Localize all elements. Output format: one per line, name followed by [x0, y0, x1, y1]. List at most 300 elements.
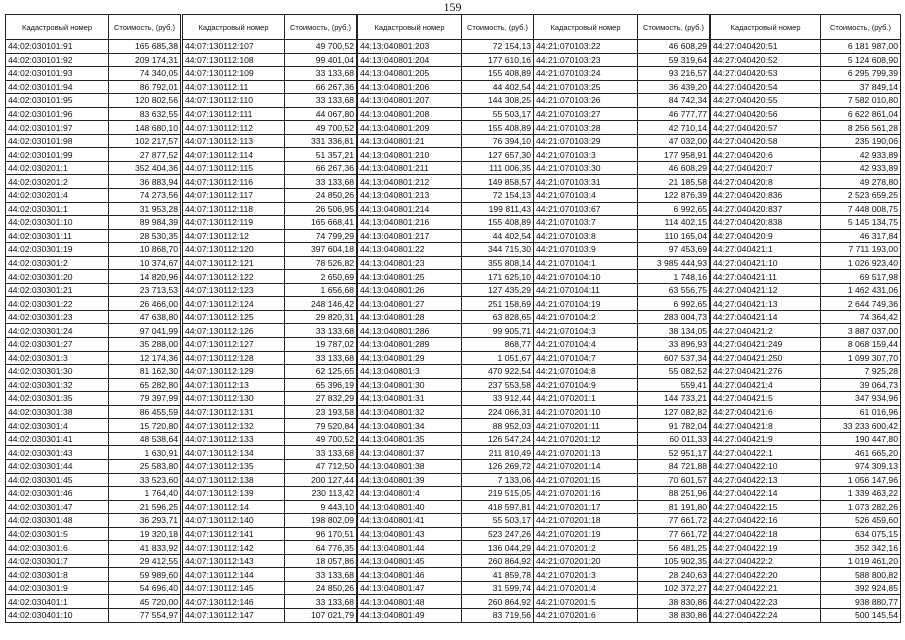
table-row	[534, 256, 710, 270]
cadastral-number-cell: 44:13:040801:30	[358, 378, 462, 392]
table-row	[534, 473, 710, 487]
cost-cell: 31 599,74	[462, 581, 534, 595]
table-row	[358, 487, 534, 501]
cadastral-number-cell: 44:21:070201:3	[534, 568, 638, 582]
cadastral-number-cell: 44:02:030301:35	[6, 392, 109, 406]
cadastral-number-cell: 44:13:040801:37	[358, 446, 462, 460]
cadastral-number-cell: 44:13:040801:3	[358, 365, 462, 379]
cost-cell: 54 696,40	[109, 581, 181, 595]
cost-cell: 6 295 799,39	[821, 67, 901, 81]
cadastral-number-cell: 44:07:130112:115	[183, 161, 285, 175]
cost-cell: 155 408,89	[462, 216, 534, 230]
cost-cell: 64 776,35	[285, 541, 357, 555]
cost-cell: 1 099 307,70	[821, 351, 901, 365]
cost-cell: 938 880,77	[821, 595, 901, 609]
table-row	[6, 595, 181, 609]
table-row	[534, 216, 710, 230]
cadastral-number-cell: 44:27:040421:4	[711, 378, 821, 392]
table-row	[358, 527, 534, 541]
table-row	[711, 541, 901, 555]
cadastral-number-cell: 44:02:030301:27	[6, 338, 109, 352]
cost-cell: 55 082,52	[638, 365, 710, 379]
cadastral-number-cell: 44:07:130112:142	[183, 541, 285, 555]
table-row	[534, 121, 710, 135]
cost-cell: 6 992,65	[638, 297, 710, 311]
cost-cell: 470 922,54	[462, 365, 534, 379]
cost-cell: 634 075,15	[821, 527, 901, 541]
cadastral-number-cell: 44:13:040801:41	[358, 514, 462, 528]
cadastral-number-cell: 44:27:040422:1	[711, 446, 821, 460]
cadastral-number-cell: 44:13:040801:203	[358, 40, 462, 54]
cost-cell: 1 339 463,22	[821, 487, 901, 501]
cadastral-number-cell: 44:21:070201:13	[534, 446, 638, 460]
cost-cell: 46 317,84	[821, 229, 901, 243]
table-row	[6, 175, 181, 189]
cadastral-number-cell: 44:07:130112:119	[183, 216, 285, 230]
cost-cell: 24 850,26	[285, 189, 357, 203]
cadastral-number-cell: 44:02:030301:8	[6, 568, 109, 582]
table-row	[183, 581, 357, 595]
table-row	[183, 40, 357, 54]
cost-cell: 7 582 010,80	[821, 94, 901, 108]
table-row	[711, 365, 901, 379]
header-cadastral-number: Кадастровый номер	[358, 15, 462, 40]
cadastral-number-cell: 44:02:030301:43	[6, 446, 109, 460]
table-row	[358, 595, 534, 609]
cadastral-number-cell: 44:13:040801:210	[358, 148, 462, 162]
cadastral-number-cell: 44:07:130112:129	[183, 365, 285, 379]
cost-cell: 1 656,68	[285, 283, 357, 297]
table-row	[711, 527, 901, 541]
cost-cell: 6 992,65	[638, 202, 710, 216]
cadastral-number-cell: 44:21:070103:27	[534, 107, 638, 121]
cost-cell: 1 056 147,96	[821, 473, 901, 487]
cadastral-number-cell: 44:02:030301:1	[6, 202, 109, 216]
table-row	[358, 283, 534, 297]
cost-cell: 12 174,36	[109, 351, 181, 365]
cost-cell: 149 858,57	[462, 175, 534, 189]
cost-cell: 2 650,69	[285, 270, 357, 284]
cadastral-number-cell: 44:13:040801:206	[358, 80, 462, 94]
cadastral-number-cell: 44:02:030101:96	[6, 107, 109, 121]
cadastral-number-cell: 44:27:040421:2	[711, 324, 821, 338]
cadastral-number-cell: 44:13:040801:207	[358, 94, 462, 108]
cost-cell: 126 547,24	[462, 432, 534, 446]
cadastral-number-cell: 44:02:030301:5	[6, 527, 109, 541]
cadastral-table-5	[710, 14, 901, 623]
table-row	[358, 338, 534, 352]
table-row	[6, 405, 181, 419]
table-row	[358, 581, 534, 595]
cost-cell: 38 134,05	[638, 324, 710, 338]
table-row	[534, 310, 710, 324]
cost-cell: 72 154,13	[462, 189, 534, 203]
table-row	[711, 554, 901, 568]
cadastral-number-cell: 44:07:130112:145	[183, 581, 285, 595]
cadastral-number-cell: 44:21:070104:11	[534, 283, 638, 297]
cost-cell: 36 293,71	[109, 514, 181, 528]
cost-cell: 283 004,73	[638, 310, 710, 324]
cadastral-number-cell: 44:07:130112:139	[183, 487, 285, 501]
cadastral-number-cell: 44:02:030301:2	[6, 256, 109, 270]
cadastral-number-cell: 44:02:030101:91	[6, 40, 109, 54]
table-row	[358, 243, 534, 257]
cost-cell: 81 162,30	[109, 365, 181, 379]
cadastral-number-cell: 44:02:030301:4	[6, 419, 109, 433]
table-row	[534, 324, 710, 338]
cadastral-number-cell: 44:27:040421:5	[711, 392, 821, 406]
table-row	[534, 514, 710, 528]
table-row	[183, 270, 357, 284]
cadastral-number-cell: 44:13:040801:28	[358, 310, 462, 324]
table-row	[183, 500, 357, 514]
table-row	[711, 297, 901, 311]
cadastral-number-cell: 44:02:030301:45	[6, 473, 109, 487]
cost-cell: 1 019 461,20	[821, 554, 901, 568]
cost-cell: 52 951,17	[638, 446, 710, 460]
cost-cell: 219 515,05	[462, 487, 534, 501]
cost-cell: 10 374,67	[109, 256, 181, 270]
table-row	[358, 107, 534, 121]
table-row	[711, 392, 901, 406]
table-row	[358, 514, 534, 528]
cadastral-number-cell: 44:21:070201:12	[534, 432, 638, 446]
table-row	[183, 134, 357, 148]
cadastral-number-cell: 44:27:040420:837	[711, 202, 821, 216]
table-row	[358, 446, 534, 460]
table-row	[534, 40, 710, 54]
cadastral-number-cell: 44:07:130112:109	[183, 67, 285, 81]
cost-cell: 1 073 282,26	[821, 500, 901, 514]
cadastral-number-cell: 44:21:070103:29	[534, 134, 638, 148]
table-row	[358, 229, 534, 243]
cost-cell: 83 719,56	[462, 608, 534, 622]
table-row	[711, 351, 901, 365]
table-row	[6, 527, 181, 541]
cadastral-number-cell: 44:27:040421:12	[711, 283, 821, 297]
cost-cell: 868,77	[462, 338, 534, 352]
cadastral-number-cell: 44:21:070201:18	[534, 514, 638, 528]
cadastral-number-cell: 44:13:040801:35	[358, 432, 462, 446]
cadastral-number-cell: 44:27:040421:276	[711, 365, 821, 379]
cadastral-number-cell: 44:21:070104:19	[534, 297, 638, 311]
table-row	[711, 419, 901, 433]
cost-cell: 1 462 431,06	[821, 283, 901, 297]
table-row	[358, 405, 534, 419]
cadastral-number-cell: 44:07:130112:124	[183, 297, 285, 311]
cadastral-number-cell: 44:13:040801:48	[358, 595, 462, 609]
cadastral-number-cell: 44:27:040422:23	[711, 595, 821, 609]
cadastral-number-cell: 44:02:030101:98	[6, 134, 109, 148]
table-row	[534, 541, 710, 555]
cadastral-number-cell: 44:21:070201:5	[534, 595, 638, 609]
table-row	[358, 94, 534, 108]
cost-cell: 36 883,94	[109, 175, 181, 189]
table-row	[6, 243, 181, 257]
cost-cell: 111 006,35	[462, 161, 534, 175]
cost-cell: 8 068 159,44	[821, 338, 901, 352]
cost-cell: 41 833,92	[109, 541, 181, 555]
cost-cell: 65 396,19	[285, 378, 357, 392]
cost-cell: 27 832,29	[285, 392, 357, 406]
cadastral-table-1	[5, 14, 181, 623]
cadastral-number-cell: 44:07:130112:138	[183, 473, 285, 487]
cadastral-number-cell: 44:07:130112:147	[183, 608, 285, 622]
table-header-row	[6, 15, 181, 40]
table-row	[711, 67, 901, 81]
table-row	[358, 148, 534, 162]
cost-cell: 35 288,00	[109, 338, 181, 352]
table-row	[183, 256, 357, 270]
cadastral-number-cell: 44:27:040420:836	[711, 189, 821, 203]
table-row	[711, 148, 901, 162]
table-row	[534, 527, 710, 541]
cost-cell: 59 319,64	[638, 53, 710, 67]
cost-cell: 33 133,68	[285, 67, 357, 81]
table-row	[711, 40, 901, 54]
table-row	[534, 229, 710, 243]
table-row	[358, 161, 534, 175]
table-row	[6, 608, 181, 622]
cadastral-number-cell: 44:02:030301:3	[6, 351, 109, 365]
cadastral-number-cell: 44:21:070104:8	[534, 365, 638, 379]
table-row	[183, 432, 357, 446]
cost-cell: 19 320,18	[109, 527, 181, 541]
table-row	[711, 405, 901, 419]
cost-cell: 237 553,58	[462, 378, 534, 392]
table-row	[534, 568, 710, 582]
table-row	[183, 527, 357, 541]
cadastral-number-cell: 44:07:130112:112	[183, 121, 285, 135]
cadastral-number-cell: 44:07:130112:132	[183, 419, 285, 433]
table-row	[6, 94, 181, 108]
cost-cell: 6 622 861,04	[821, 107, 901, 121]
cadastral-number-cell: 44:21:070201:4	[534, 581, 638, 595]
cadastral-number-cell: 44:21:070201:10	[534, 405, 638, 419]
table-row	[358, 351, 534, 365]
cost-cell: 190 447,80	[821, 432, 901, 446]
table-row	[358, 121, 534, 135]
cost-cell: 38 830,86	[638, 595, 710, 609]
cost-cell: 29 412,55	[109, 554, 181, 568]
table-row	[183, 202, 357, 216]
cadastral-number-cell: 44:13:040801:286	[358, 324, 462, 338]
table-row	[711, 80, 901, 94]
cost-cell: 33 133,68	[285, 351, 357, 365]
cost-cell: 23 193,58	[285, 405, 357, 419]
cadastral-number-cell: 44:13:040801:44	[358, 541, 462, 555]
cost-cell: 28 530,35	[109, 229, 181, 243]
cadastral-number-cell: 44:07:130112:123	[183, 283, 285, 297]
table-row	[6, 473, 181, 487]
cost-cell: 47 032,00	[638, 134, 710, 148]
header-cost: Стоимость, (руб.)	[109, 15, 181, 40]
table-row	[183, 148, 357, 162]
table-row	[534, 595, 710, 609]
table-row	[358, 189, 534, 203]
cadastral-number-cell: 44:27:040421:10	[711, 256, 821, 270]
table-row	[534, 80, 710, 94]
table-row	[183, 338, 357, 352]
cadastral-number-cell: 44:13:040801:49	[358, 608, 462, 622]
cadastral-number-cell: 44:27:040422:19	[711, 541, 821, 555]
cadastral-number-cell: 44:13:040801:217	[358, 229, 462, 243]
cadastral-number-cell: 44:21:070103:28	[534, 121, 638, 135]
cadastral-number-cell: 44:27:040422:2	[711, 554, 821, 568]
cost-cell: 526 459,60	[821, 514, 901, 528]
table-row	[711, 134, 901, 148]
table-row	[534, 581, 710, 595]
cadastral-number-cell: 44:27:040420:55	[711, 94, 821, 108]
table-row	[534, 419, 710, 433]
cadastral-number-cell: 44:07:130112:122	[183, 270, 285, 284]
cost-cell: 155 408,89	[462, 67, 534, 81]
cost-cell: 46 777,77	[638, 107, 710, 121]
cost-cell: 7 711 193,00	[821, 243, 901, 257]
table-row	[711, 500, 901, 514]
cadastral-number-cell: 44:21:070104:10	[534, 270, 638, 284]
cost-cell: 1 748,16	[638, 270, 710, 284]
table-row	[534, 67, 710, 81]
cost-cell: 33 523,60	[109, 473, 181, 487]
cost-cell: 352 342,16	[821, 541, 901, 555]
cadastral-number-cell: 44:27:040421:6	[711, 405, 821, 419]
cost-cell: 84 742,34	[638, 94, 710, 108]
table-row	[358, 310, 534, 324]
cost-cell: 200 127,44	[285, 473, 357, 487]
cadastral-number-cell: 44:27:040420:53	[711, 67, 821, 81]
cadastral-number-cell: 44:27:040420:9	[711, 229, 821, 243]
cadastral-number-cell: 44:13:040801:205	[358, 67, 462, 81]
table-row	[711, 310, 901, 324]
table-row	[358, 202, 534, 216]
cadastral-number-cell: 44:21:070201:20	[534, 554, 638, 568]
cost-cell: 88 952,03	[462, 419, 534, 433]
cost-cell: 127 082,82	[638, 405, 710, 419]
table-header-row	[183, 15, 357, 40]
cadastral-number-cell: 44:02:030301:24	[6, 324, 109, 338]
cost-cell: 2 644 749,36	[821, 297, 901, 311]
cost-cell: 102 372,27	[638, 581, 710, 595]
cost-cell: 144 733,21	[638, 392, 710, 406]
cadastral-number-cell: 44:13:040801:289	[358, 338, 462, 352]
table-row	[183, 595, 357, 609]
cadastral-number-cell: 44:07:130112:135	[183, 459, 285, 473]
table-row	[534, 446, 710, 460]
table-row	[358, 67, 534, 81]
table-row	[6, 446, 181, 460]
cost-cell: 21 185,58	[638, 175, 710, 189]
table-row	[534, 608, 710, 622]
cost-cell: 8 256 561,28	[821, 121, 901, 135]
table-row	[6, 500, 181, 514]
table-row	[183, 53, 357, 67]
table-row	[358, 40, 534, 54]
cadastral-number-cell: 44:13:040801:40	[358, 500, 462, 514]
table-row	[534, 53, 710, 67]
table-row	[183, 229, 357, 243]
cadastral-number-cell: 44:02:030101:93	[6, 67, 109, 81]
cost-cell: 46 608,29	[638, 161, 710, 175]
cost-cell: 61 016,96	[821, 405, 901, 419]
table-row	[358, 568, 534, 582]
cost-cell: 251 158,69	[462, 297, 534, 311]
table-row	[711, 432, 901, 446]
table-row	[6, 256, 181, 270]
cadastral-number-cell: 44:27:040422:15	[711, 500, 821, 514]
table-row	[183, 568, 357, 582]
cost-cell: 65 282,80	[109, 378, 181, 392]
table-row	[6, 189, 181, 203]
table-row	[534, 270, 710, 284]
table-row	[358, 134, 534, 148]
cost-cell: 126 269,72	[462, 459, 534, 473]
cadastral-number-cell: 44:07:130112:11	[183, 80, 285, 94]
cost-cell: 37 849,14	[821, 80, 901, 94]
cost-cell: 7 448 008,75	[821, 202, 901, 216]
cadastral-number-cell: 44:07:130112:13	[183, 378, 285, 392]
table-row	[183, 80, 357, 94]
cost-cell: 33 233 600,42	[821, 419, 901, 433]
table-row	[183, 554, 357, 568]
cadastral-number-cell: 44:27:040420:56	[711, 107, 821, 121]
table-row	[358, 500, 534, 514]
cadastral-number-cell: 44:07:130112:140	[183, 514, 285, 528]
table-row	[183, 419, 357, 433]
cadastral-number-cell: 44:27:040420:51	[711, 40, 821, 54]
table-row	[6, 351, 181, 365]
cadastral-number-cell: 44:27:040421:13	[711, 297, 821, 311]
table-row	[6, 514, 181, 528]
table-row	[711, 256, 901, 270]
cadastral-number-cell: 44:13:040801:31	[358, 392, 462, 406]
cost-cell: 24 850,26	[285, 581, 357, 595]
cost-cell: 1 051,67	[462, 351, 534, 365]
cost-cell: 48 538,64	[109, 432, 181, 446]
cadastral-number-cell: 44:13:040801:43	[358, 527, 462, 541]
table-row	[6, 432, 181, 446]
cadastral-number-cell: 44:27:040422:14	[711, 487, 821, 501]
table-row	[358, 378, 534, 392]
cost-cell: 114 402,15	[638, 216, 710, 230]
cost-cell: 72 154,13	[462, 40, 534, 54]
cost-cell: 209 174,31	[109, 53, 181, 67]
table-row	[183, 487, 357, 501]
table-row	[6, 229, 181, 243]
cadastral-number-cell: 44:02:030301:38	[6, 405, 109, 419]
cadastral-number-cell: 44:13:040801:25	[358, 270, 462, 284]
cadastral-number-cell: 44:13:040801:34	[358, 419, 462, 433]
cost-cell: 76 394,10	[462, 134, 534, 148]
cost-cell: 33 133,68	[285, 324, 357, 338]
cost-cell: 10 868,70	[109, 243, 181, 257]
table-row	[6, 283, 181, 297]
cadastral-number-cell: 44:13:040801:209	[358, 121, 462, 135]
cadastral-number-cell: 44:07:130112:14	[183, 500, 285, 514]
cadastral-number-cell: 44:02:030401:10	[6, 608, 109, 622]
cost-cell: 5 145 134,75	[821, 216, 901, 230]
table-row	[6, 121, 181, 135]
cost-cell: 41 859,78	[462, 568, 534, 582]
cadastral-number-cell: 44:02:030101:95	[6, 94, 109, 108]
cadastral-number-cell: 44:21:070201:2	[534, 541, 638, 555]
header-cost: Стоимость, (руб.)	[462, 15, 534, 40]
cost-cell: 49 700,52	[285, 40, 357, 54]
table-row	[6, 297, 181, 311]
cost-cell: 523 247,26	[462, 527, 534, 541]
table-row	[711, 473, 901, 487]
cadastral-number-cell: 44:21:070103:8	[534, 229, 638, 243]
